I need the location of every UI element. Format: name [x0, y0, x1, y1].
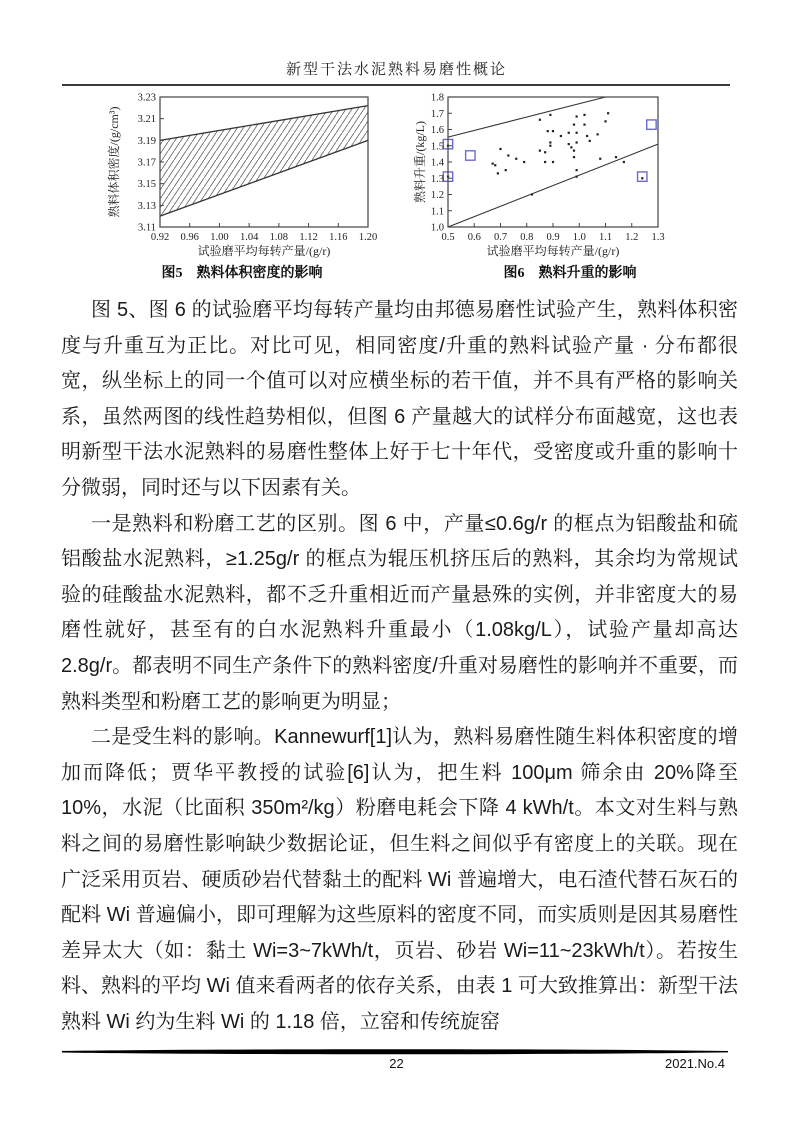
svg-text:1.16: 1.16: [329, 232, 348, 243]
svg-text:1.00: 1.00: [210, 232, 229, 243]
svg-text:0.92: 0.92: [150, 232, 170, 243]
figure6-litre-weight-chart: [414, 88, 726, 260]
svg-text:3.15: 3.15: [137, 179, 156, 191]
svg-text:0.7: 0.7: [493, 232, 508, 243]
footer-divider: [62, 1048, 728, 1056]
header-divider: [62, 84, 730, 86]
svg-text:3.17: 3.17: [137, 157, 156, 169]
svg-text:3.13: 3.13: [137, 200, 156, 212]
svg-text:1.6: 1.6: [430, 125, 444, 136]
svg-text:1.12: 1.12: [299, 232, 318, 243]
svg-text:0.8: 0.8: [520, 232, 534, 243]
svg-text:1.5: 1.5: [430, 141, 444, 153]
svg-text:试验磨平均每转产量/(g/r): 试验磨平均每转产量/(g/r): [197, 244, 331, 258]
svg-text:1.8: 1.8: [430, 92, 444, 104]
svg-text:1.1: 1.1: [598, 232, 613, 243]
figure5-caption: 图5 熟料体积密度的影响: [161, 266, 323, 281]
body-text: [61, 293, 738, 1040]
svg-text:熟料升重/(kg/L): 熟料升重/(kg/L): [413, 121, 427, 203]
paragraph-clinker-process: 一是熟料和粉磨工艺的区别。图 6 中，产量≤0.6g/r 的框点为铝酸盐和硫铝酸盐水泥熟料，≥1.25g/r 的框点为辊压机挤压后的熟料，其余均为常规试验的硅酸盐水泥熟料，都不乏升重相近而产量悬殊的实例，并非密度大的易磨性就好，甚至有的白水泥熟料升重最小（1.08kg/L），试验产量却高达 2.8g/r。都表明不同生产条件下的熟料密度/升重对易磨性的影响并不重要，而熟料类型和粉磨工艺的影响更为明显；: [61, 512, 738, 713]
svg-text:1.4: 1.4: [430, 157, 444, 169]
svg-text:1.2: 1.2: [625, 232, 639, 243]
svg-text:1.08: 1.08: [269, 232, 289, 243]
svg-text:1.7: 1.7: [430, 108, 444, 120]
svg-text:0.6: 0.6: [467, 232, 481, 243]
svg-text:3.21: 3.21: [137, 114, 156, 126]
svg-text:3.19: 3.19: [137, 135, 156, 147]
svg-text:1.0: 1.0: [430, 222, 444, 234]
paragraph-comparison: 图 5、图 6 的试验磨平均每转产量均由邦德易磨性试验产生，熟料体积密度与升重互为正比。对比可见，相同密度/升重的熟料试验产量 · 分布都很宽，纵坐标上的同一个值可以对应横坐标的若干值，并不具有严格的影响关系，虽然两图的线性趋势相似，但图 6 产量越大的试样分布面越宽，这也表明新型干法水泥熟料的易磨性整体上好于七十年代，受密度或升重的影响十分微弱，同时还与以下因素有关。: [61, 299, 738, 499]
svg-text:1.0: 1.0: [572, 232, 586, 243]
figure5-density-chart: [96, 88, 388, 260]
svg-text:0.9: 0.9: [546, 232, 560, 243]
svg-text:1.04: 1.04: [239, 232, 259, 243]
paragraph-raw-meal: 二是受生料的影响。Kannewurf[1]认为，熟料易磨性随生料体积密度的增加而降低；贾华平教授的试验[6]认为，把生料 100μm 筛余由 20%降至 10%，水泥（比面积 350m²/kg）粉磨电耗会下降 4 kWh/t。本文对生料与熟料之间的易磨性影响缺少数据论证，但生料之间似乎有密度上的关联。现在广泛采用页岩、硬质砂岩代替黏土的配料 Wi 普遍增大，电石渣代替石灰石的配料 Wi 普遍偏小，即可理解为这些原料的密度不同，而实质则是因其易磨性差异太大（如：黏土 Wi=3~7kWh/t，页岩、砂岩 Wi=11~23kWh/t）。若按生料、熟料的平均 Wi 值来看两者的依存关系，由表 1 可大致推算出：新型干法熟料 Wi 约为生料 Wi 的 1.18 倍，立窑和传统旋窑: [61, 726, 738, 1033]
svg-text:3.11: 3.11: [138, 222, 156, 234]
svg-text:1.2: 1.2: [430, 190, 444, 201]
svg-text:0.5: 0.5: [441, 232, 455, 243]
svg-text:试验磨平均每转产量/(g/r): 试验磨平均每转产量/(g/r): [486, 244, 620, 258]
svg-text:1.1: 1.1: [430, 206, 444, 218]
svg-text:1.3: 1.3: [430, 173, 444, 185]
page-header-title: 新型干法水泥熟料易磨性概论: [285, 62, 507, 78]
svg-text:3.23: 3.23: [137, 92, 156, 104]
figure6-caption: 图6 熟料升重的影响: [503, 266, 637, 281]
page-number: 22: [389, 1056, 404, 1071]
svg-text:0.96: 0.96: [180, 232, 199, 243]
svg-text:1.20: 1.20: [358, 232, 378, 243]
svg-text:1.3: 1.3: [651, 232, 665, 243]
svg-text:熟料体积密度/(g/cm³): 熟料体积密度/(g/cm³): [107, 106, 121, 218]
issue-label: 2021.No.4: [665, 1056, 725, 1071]
